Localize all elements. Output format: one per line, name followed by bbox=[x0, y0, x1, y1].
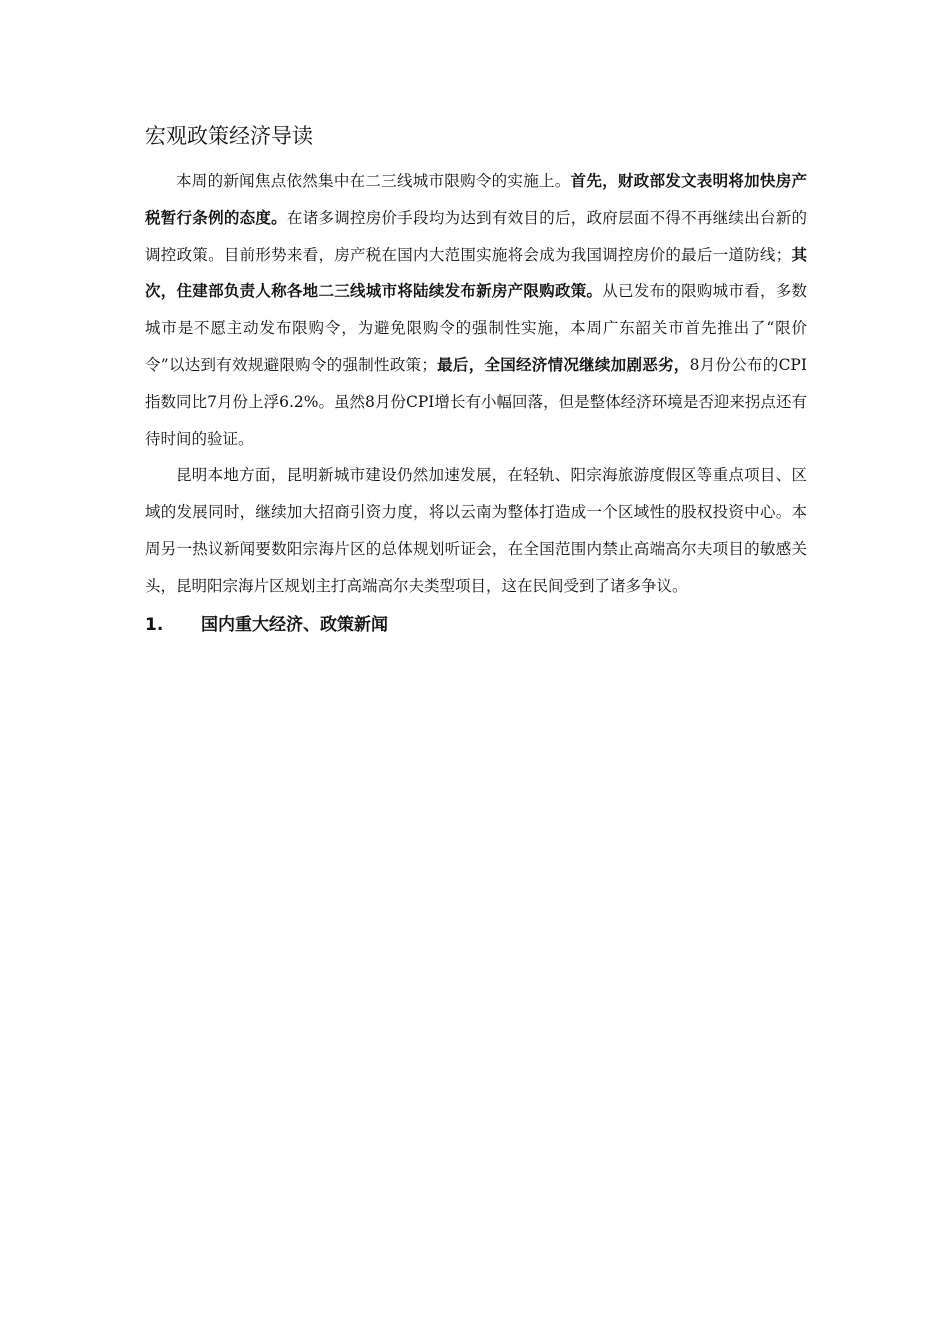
p1-text-1: 本周的新闻焦点依然集中在二三线城市限购令的实施上。 bbox=[176, 172, 571, 190]
document-title: 宏观政策经济导读 bbox=[145, 124, 313, 148]
section-number: 1. bbox=[145, 614, 164, 635]
p1-text-3: 从已发布的限购城市看，多数城市是不愿主动发布限购令，为避免限购令的强制性实施，本周广东韶关市首先推出了“限价令”以达到有效规避限购令的强制性政策； bbox=[145, 282, 807, 374]
p1-bold-2: 其次，住建部负责人称各地二三线城市将陆续发布新房产限购政策。 bbox=[145, 244, 807, 301]
p2-text-1: 昆明本地方面，昆明新城市建设仍然加速发展，在轻轨、阳宗海旅游度假区等重点项目、区域的发展同时，继续加大招商引资力度，将以云南为整体打造成一个区域性的股权投资中心。本周另一热议新闻要数阳宗海片区的总体规划听证会，在全国范围内禁止高端高尔夫项目的敏感关头，昆明阳宗海片区规划主打高端高尔夫类型项目，这在民间受到了诸多争议。 bbox=[145, 466, 807, 595]
paragraph-2 bbox=[145, 457, 807, 604]
p1-bold-1: 首先，财政部发文表明将加快房产税暂行条例的态度。 bbox=[145, 171, 807, 227]
section-heading bbox=[145, 607, 807, 643]
p1-text-2: 在诸多调控房价手段均为达到有效目的后，政府层面不得不再继续出台新的调控政策。目前形势来看，房产税在国内大范围实施将会成为我国调控房价的最后一道防线； bbox=[145, 208, 807, 264]
paragraph-1 bbox=[145, 163, 807, 457]
section-title: 国内重大经济、政策新闻 bbox=[201, 614, 388, 635]
p1-bold-3: 最后，全国经济情况继续加剧恶劣， bbox=[436, 354, 690, 374]
p1-text-4: 8月份公布的CPI指数同比7月份上浮6.2%。虽然8月份CPI增长有小幅回落，但是整体经济环境是否迎来拐点还有待时间的验证。 bbox=[145, 355, 807, 448]
document-page bbox=[145, 118, 807, 643]
